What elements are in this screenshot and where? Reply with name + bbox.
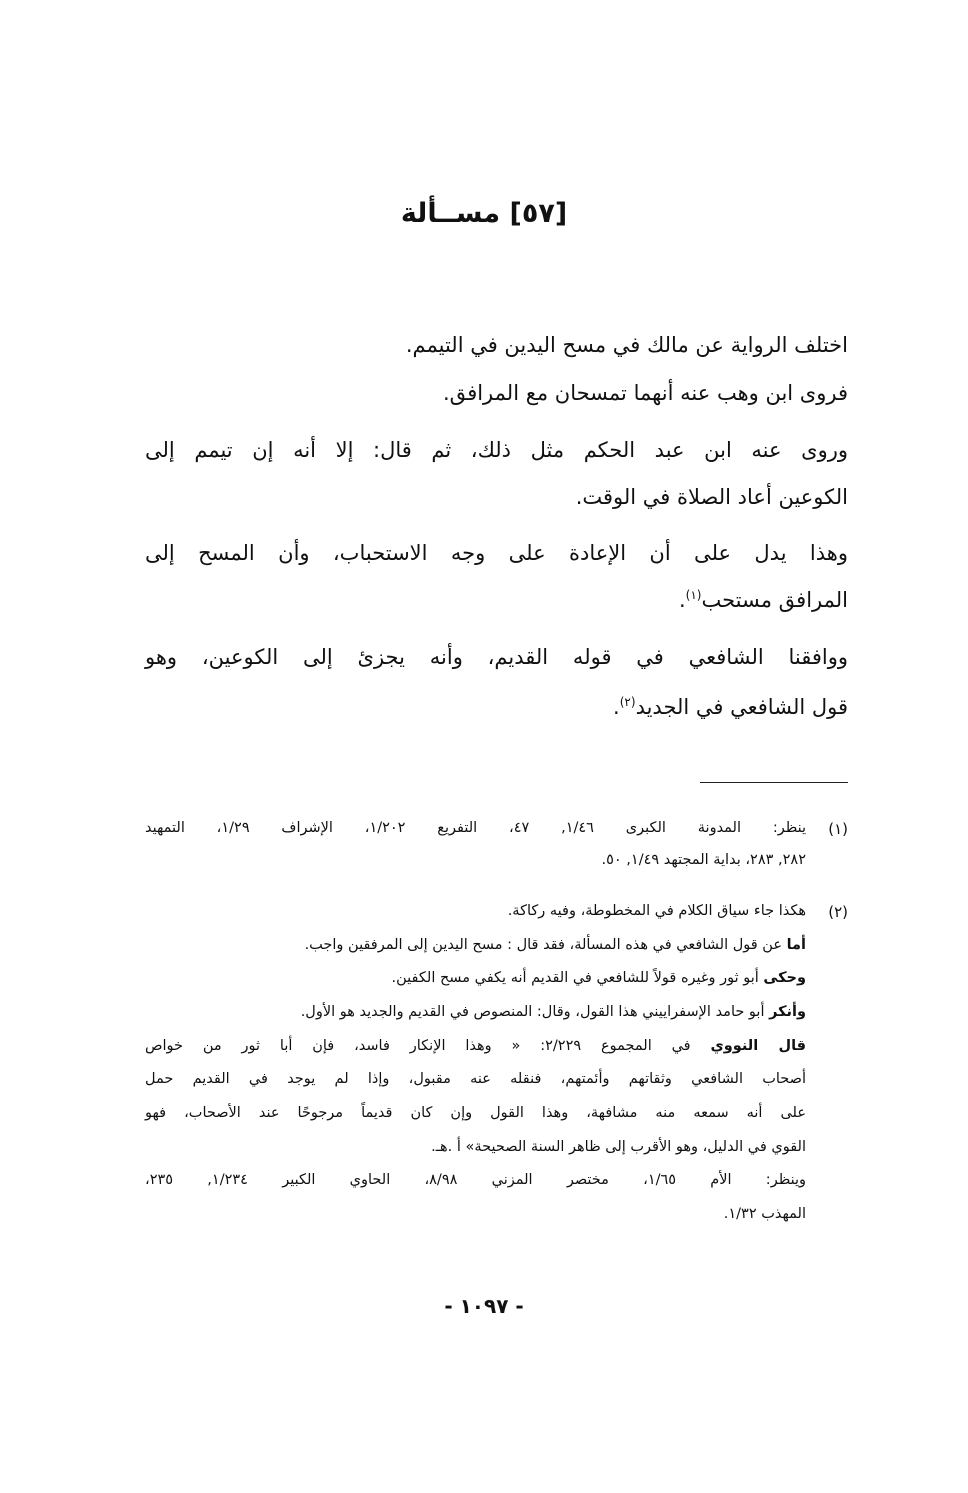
- footnote-text: أبو حامد الإسفراييني هذا القول، وقال: المنصوص في القديم والجديد هو الأول.: [300, 1004, 770, 1020]
- body-line: ووافقنا الشافعي في قوله القديم، وأنه يجزئ إلى الكوعين، وهو: [145, 645, 848, 669]
- footnote-line: [392, 970, 806, 986]
- body-line: وروى عنه ابن عبد الحكم مثل ذلك، ثم قال: إلا أنه إن تيمم إلى: [145, 438, 848, 462]
- section-title: [٥٧] مســألة: [400, 198, 568, 229]
- footnote-line: [301, 1004, 806, 1020]
- footnote-line: المهذب ١/٣٢.: [723, 1206, 806, 1222]
- body-line: [613, 695, 848, 719]
- footnote-line: أصحاب الشافعي وثقاتهم وأئمتهم، فنقله عنه مقبول، وإذا لم يوجد في القديم حمل: [145, 1071, 806, 1087]
- footnote-number: (٢): [828, 903, 848, 921]
- body-line: الكوعين أعاد الصلاة في الوقت.: [575, 485, 848, 509]
- footnote-separator: [700, 782, 848, 783]
- body-line: وهذا يدل على أن الإعادة على وجه الاستحباب، وأن المسح إلى: [145, 541, 848, 565]
- footnote-text: أبو ثور وغيره قولاً للشافعي في القديم أنه يكفي مسح الكفين.: [391, 970, 764, 986]
- footnote-text: عن قول الشافعي في هذه المسألة، فقد قال : مسح اليدين إلى المرفقين واجب.: [304, 937, 787, 953]
- period: .: [613, 695, 620, 719]
- body-text: قول الشافعي في الجديد: [635, 695, 848, 719]
- bold-lead: قال النووي: [710, 1038, 807, 1054]
- footnote-line: وينظر: الأم ١/٦٥، مختصر المزني ٨/٩٨، الحاوي الكبير ١/٢٣٤, ٢٣٥،: [145, 1172, 807, 1188]
- bold-lead: وأنكر: [769, 1004, 806, 1020]
- footnote-line: [305, 937, 806, 953]
- footnote-line: هكذا جاء سياق الكلام في المخطوطة، وفيه ركاكة.: [507, 903, 806, 919]
- period: .: [678, 588, 686, 612]
- footnote-line: القوي في الدليل، وهو الأقرب إلى ظاهر السنة الصحيحة» أ .هـ.: [431, 1139, 806, 1155]
- footnote-line: ٢٨٢, ٢٨٣، بداية المجتهد ١/٤٩, ٥٠.: [601, 852, 806, 868]
- footnote-text: في المجموع ٢/٢٢٩: « وهذا الإنكار فاسد، فإن أبا ثور من خواص: [145, 1038, 711, 1054]
- footnote-line: على أنه سمعه منه مشافهة، وهذا القول وإن كان قديماً مرجوحًا عند الأصحاب، فهو: [145, 1105, 806, 1121]
- footnote-line: [145, 1038, 806, 1054]
- footnote-line: ينظر: المدونة الكبرى ١/٤٦, ٤٧، التفريع ١/٢٠٢، الإشراف ١/٢٩، التمهيد: [145, 820, 807, 836]
- bold-lead: أما: [786, 937, 806, 953]
- body-text: المرافق مستحب: [701, 588, 848, 612]
- body-line: اختلف الرواية عن مالك في مسح اليدين في التيمم.: [405, 333, 848, 357]
- body-line: [679, 588, 848, 612]
- footnote-ref[interactable]: (٢): [619, 695, 636, 709]
- body-line: فروى ابن وهب عنه أنهما تمسحان مع المرافق.: [443, 381, 848, 405]
- page-number: - ١٠٩٧ -: [444, 1294, 524, 1318]
- footnote-ref[interactable]: (١): [685, 588, 702, 602]
- bold-lead: وحكى: [763, 970, 806, 986]
- footnote-number: (١): [828, 820, 848, 838]
